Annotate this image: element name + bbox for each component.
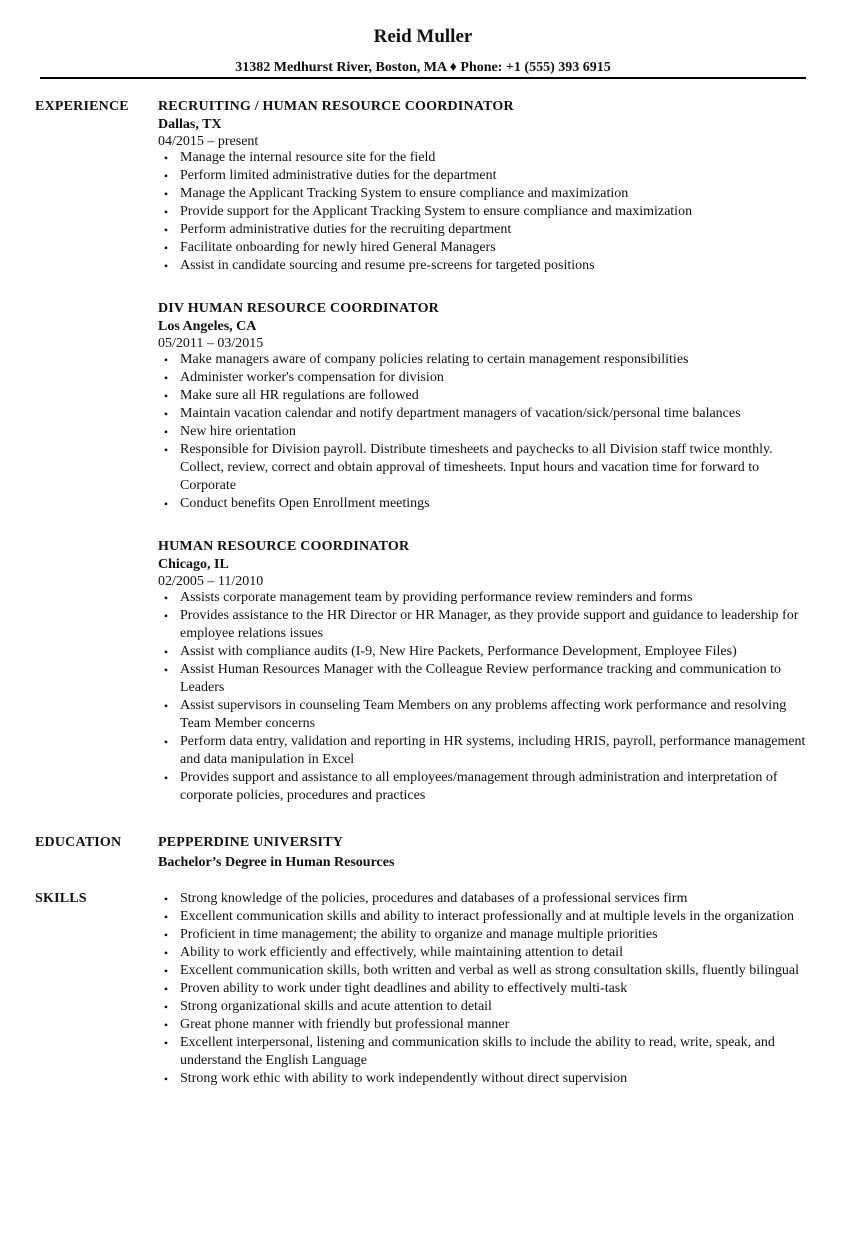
bullet-icon: • bbox=[163, 892, 169, 906]
list-item bbox=[158, 769, 813, 805]
bullet-icon: • bbox=[163, 205, 169, 219]
bullet-icon: • bbox=[163, 1072, 169, 1086]
job-title: RECRUITING / HUMAN RESOURCE COORDINATOR bbox=[158, 99, 514, 114]
experience-entry-2 bbox=[158, 300, 813, 513]
candidate-name: Reid Muller bbox=[373, 26, 473, 47]
list-item-text: Perform administrative duties for the recruiting department bbox=[180, 222, 512, 237]
bullet-icon: • bbox=[163, 645, 169, 659]
list-item-text: Provides support and assistance to all employees/management through administration and interpretation of corporate policies, procedures and practices bbox=[180, 770, 778, 803]
list-item bbox=[158, 441, 813, 495]
bullet-icon: • bbox=[163, 982, 169, 996]
list-item bbox=[158, 369, 813, 387]
list-item-text: Perform limited administrative duties for the department bbox=[180, 168, 497, 183]
list-item-text: Assist with compliance audits (I-9, New Hire Packets, Performance Development, Employee Files) bbox=[180, 644, 737, 659]
bullet-icon: • bbox=[163, 407, 169, 421]
list-item-text: Proven ability to work under tight deadlines and ability to effectively multi-task bbox=[180, 981, 628, 996]
bullet-icon: • bbox=[163, 1036, 169, 1050]
list-item-text: Conduct benefits Open Enrollment meetings bbox=[180, 496, 430, 511]
job-title: HUMAN RESOURCE COORDINATOR bbox=[158, 539, 410, 554]
list-item-text: Responsible for Division payroll. Distribute timesheets and paychecks to all Division staff twice monthly. Collect, review, correct and obtain approval of timesheets. Input hours and vacation time for forward to Corporate bbox=[180, 442, 773, 493]
bullet-icon: • bbox=[163, 425, 169, 439]
bullet-icon: • bbox=[163, 910, 169, 924]
list-item-text: Make sure all HR regulations are followed bbox=[180, 388, 419, 403]
bullet-icon: • bbox=[163, 151, 169, 165]
list-item bbox=[158, 387, 813, 405]
bullet-icon: • bbox=[163, 241, 169, 255]
bullet-icon: • bbox=[163, 771, 169, 785]
list-item-text: Great phone manner with friendly but professional manner bbox=[180, 1017, 510, 1032]
list-item bbox=[158, 908, 813, 926]
bullet-icon: • bbox=[163, 169, 169, 183]
bullet-icon: • bbox=[163, 663, 169, 677]
list-item bbox=[158, 962, 813, 980]
list-item-text: Assist Human Resources Manager with the Colleague Review performance tracking and communication to Leaders bbox=[180, 662, 782, 695]
bullet-icon: • bbox=[163, 928, 169, 942]
list-item bbox=[158, 221, 813, 239]
list-item-text: New hire orientation bbox=[180, 424, 296, 439]
list-item-text: Facilitate onboarding for newly hired General Managers bbox=[180, 240, 496, 255]
list-item-text: Proficient in time management; the ability to organize and manage multiple priorities bbox=[180, 927, 658, 942]
list-item bbox=[158, 167, 813, 185]
bullet-icon: • bbox=[163, 371, 169, 385]
job-dates: 05/2011 – 03/2015 bbox=[158, 336, 264, 351]
list-item-text: Maintain vacation calendar and notify department managers of vacation/sick/personal time balances bbox=[180, 406, 741, 421]
list-item-text: Manage the Applicant Tracking System to ensure compliance and maximization bbox=[180, 186, 629, 201]
bullet-icon: • bbox=[163, 591, 169, 605]
list-item bbox=[158, 944, 813, 962]
list-item-text: Provides assistance to the HR Director or HR Manager, as they provide support and guidance to leadership for employee relations issues bbox=[180, 608, 799, 641]
list-item bbox=[158, 239, 813, 257]
bullet-icon: • bbox=[163, 609, 169, 623]
header-divider bbox=[40, 77, 806, 79]
list-item bbox=[158, 1034, 813, 1070]
list-item bbox=[158, 257, 813, 275]
list-item-text: Excellent communication skills and ability to interact professionally and at multiple levels in the organization bbox=[180, 909, 795, 924]
bullet-icon: • bbox=[163, 1000, 169, 1014]
list-item bbox=[158, 203, 813, 221]
job-duties-list bbox=[158, 351, 813, 513]
list-item-text: Manage the internal resource site for the field bbox=[180, 150, 436, 165]
list-item bbox=[158, 998, 813, 1016]
list-item-text: Strong work ethic with ability to work independently without direct supervision bbox=[180, 1071, 628, 1086]
list-item-text: Make managers aware of company policies relating to certain management responsibilities bbox=[180, 352, 689, 367]
job-location: Dallas, TX bbox=[158, 117, 222, 132]
bullet-icon: • bbox=[163, 699, 169, 713]
skills-heading: SKILLS bbox=[35, 891, 87, 906]
list-item-text: Assists corporate management team by providing performance review reminders and forms bbox=[180, 590, 693, 605]
list-item bbox=[158, 405, 813, 423]
list-item-text: Ability to work efficiently and effectively, while maintaining attention to detail bbox=[180, 945, 623, 960]
job-dates: 02/2005 – 11/2010 bbox=[158, 574, 264, 589]
contact-line: 31382 Medhurst River, Boston, MA ♦ Phone: +1 (555) 393 6915 bbox=[235, 60, 611, 75]
list-item bbox=[158, 351, 813, 369]
bullet-icon: • bbox=[163, 187, 169, 201]
school-name: PEPPERDINE UNIVERSITY bbox=[158, 835, 344, 850]
education-heading: EDUCATION bbox=[35, 835, 122, 850]
bullet-icon: • bbox=[163, 497, 169, 511]
job-location: Los Angeles, CA bbox=[158, 319, 257, 334]
list-item bbox=[158, 495, 813, 513]
list-item-text: Administer worker's compensation for division bbox=[180, 370, 444, 385]
bullet-icon: • bbox=[163, 389, 169, 403]
bullet-icon: • bbox=[163, 946, 169, 960]
experience-entry-3 bbox=[158, 538, 813, 805]
degree: Bachelor’s Degree in Human Resources bbox=[158, 855, 395, 870]
list-item-text: Strong knowledge of the policies, procedures and databases of a professional services firm bbox=[180, 891, 688, 906]
list-item bbox=[158, 185, 813, 203]
list-item bbox=[158, 1016, 813, 1034]
list-item bbox=[158, 697, 813, 733]
bullet-icon: • bbox=[163, 259, 169, 273]
job-dates: 04/2015 – present bbox=[158, 134, 259, 149]
list-item-text: Provide support for the Applicant Tracking System to ensure compliance and maximization bbox=[180, 204, 693, 219]
list-item bbox=[158, 733, 813, 769]
skills-list bbox=[158, 890, 813, 1088]
list-item bbox=[158, 589, 813, 607]
bullet-icon: • bbox=[163, 735, 169, 749]
bullet-icon: • bbox=[163, 223, 169, 237]
bullet-icon: • bbox=[163, 1018, 169, 1032]
list-item-text: Excellent interpersonal, listening and communication skills to include the ability to read, write, speak, and understand the English Language bbox=[180, 1035, 775, 1068]
list-item bbox=[158, 661, 813, 697]
education-entry bbox=[158, 834, 813, 872]
list-item bbox=[158, 926, 813, 944]
list-item-text: Assist supervisors in counseling Team Members on any problems affecting work performance and resolving Team Member concerns bbox=[180, 698, 787, 731]
list-item-text: Excellent communication skills, both written and verbal as well as strong consultation skills, fluently bilingual bbox=[180, 963, 800, 978]
job-duties-list bbox=[158, 589, 813, 805]
list-item bbox=[158, 890, 813, 908]
job-duties-list bbox=[158, 149, 813, 275]
list-item bbox=[158, 149, 813, 167]
list-item bbox=[158, 1070, 813, 1088]
skills-section bbox=[158, 890, 813, 1088]
list-item bbox=[158, 607, 813, 643]
list-item bbox=[158, 980, 813, 998]
bullet-icon: • bbox=[163, 964, 169, 978]
list-item-text: Assist in candidate sourcing and resume pre-screens for targeted positions bbox=[180, 258, 595, 273]
list-item-text: Perform data entry, validation and reporting in HR systems, including HRIS, payroll, performance management and data manipulation in Excel bbox=[180, 734, 806, 767]
list-item bbox=[158, 423, 813, 441]
list-item bbox=[158, 643, 813, 661]
list-item-text: Strong organizational skills and acute attention to detail bbox=[180, 999, 492, 1014]
experience-entry-1 bbox=[158, 98, 813, 275]
bullet-icon: • bbox=[163, 353, 169, 367]
experience-heading: EXPERIENCE bbox=[35, 99, 129, 114]
bullet-icon: • bbox=[163, 443, 169, 457]
job-title: DIV HUMAN RESOURCE COORDINATOR bbox=[158, 301, 439, 316]
job-location: Chicago, IL bbox=[158, 557, 229, 572]
